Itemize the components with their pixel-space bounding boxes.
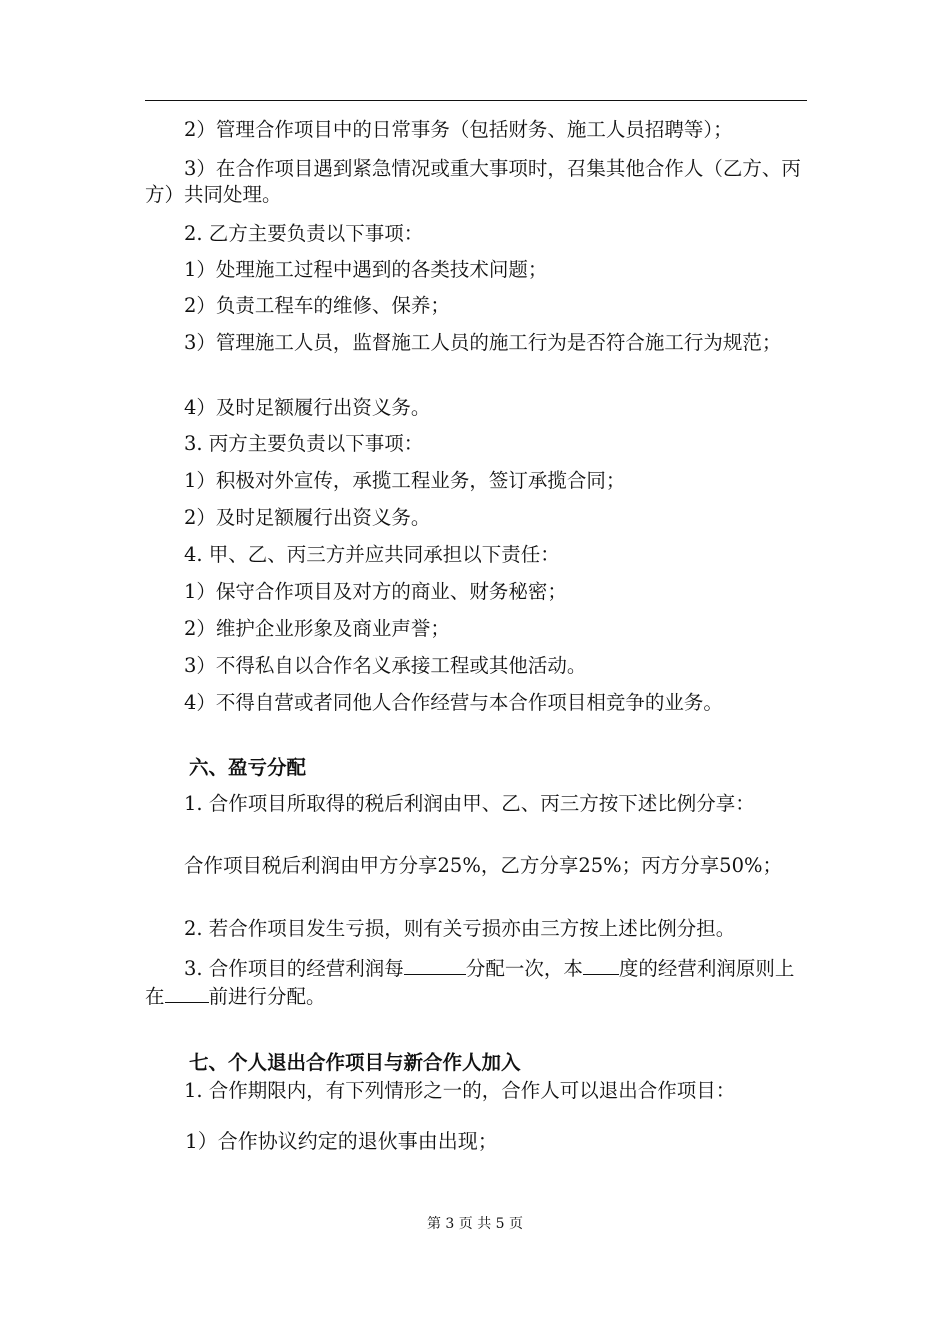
paragraph: 合作项目税后利润由甲方分享25%，乙方分享25%；丙方分享50%； — [145, 854, 783, 877]
paragraph: 1）处理施工过程中遇到的各类技术问题； — [145, 258, 548, 281]
section-heading: 六、盈亏分配 — [189, 756, 307, 779]
paragraph: 2. 乙方主要负责以下事项： — [145, 222, 424, 245]
paragraph: 2）及时足额履行出资义务。 — [145, 506, 431, 529]
paragraph: 1）保守合作项目及对方的商业、财务秘密； — [145, 580, 567, 603]
paragraph: 4. 甲、乙、丙三方并应共同承担以下责任： — [145, 543, 560, 566]
fill-in-blank[interactable] — [165, 982, 209, 1003]
section-heading: 七、个人退出合作项目与新合作人加入 — [189, 1051, 521, 1074]
paragraph: 3）管理施工人员，监督施工人员的施工行为是否符合施工行为规范； — [145, 331, 782, 354]
paragraph: 2. 若合作项目发生亏损，则有关亏损亦由三方按上述比例分担。 — [145, 917, 736, 940]
paragraph: 1. 合作项目所取得的税后利润由甲、乙、丙三方按下述比例分享： — [145, 792, 755, 815]
page-footer: 第 3 页 共 5 页 — [426, 1216, 524, 1232]
paragraph: 3）不得私自以合作名义承接工程或其他活动。 — [145, 654, 587, 677]
fill-in-blank[interactable] — [404, 954, 466, 975]
paragraph: 1. 合作期限内，有下列情形之一的，合作人可以退出合作项目： — [145, 1079, 736, 1102]
paragraph: 2）维护企业形象及商业声誉； — [145, 617, 450, 640]
paragraph: 3）在合作项目遇到紧急情况或重大事项时，召集其他合作人（乙方、丙方）共同处理。 — [145, 157, 801, 206]
paragraph: 3. 丙方主要负责以下事项： — [145, 432, 424, 455]
paragraph: 4）及时足额履行出资义务。 — [145, 396, 431, 419]
paragraph: 4）不得自营或者同他人合作经营与本合作项目相竞争的业务。 — [145, 691, 723, 714]
header-rule — [145, 100, 807, 101]
paragraph-with-blanks: 3. 合作项目的经营利润每 分配一次，本 度的经营利润原则上在 前进行分配。 — [145, 954, 807, 1010]
paragraph: 2）负责工程车的维修、保养； — [145, 294, 450, 317]
paragraph: 2）管理合作项目中的日常事务（包括财务、施工人员招聘等）； — [145, 118, 733, 141]
paragraph: 1）积极对外宣传，承揽工程业务，签订承揽合同； — [145, 469, 626, 492]
paragraph: 1）合作协议约定的退伙事由出现； — [145, 1129, 498, 1153]
fill-in-blank[interactable] — [583, 954, 619, 975]
